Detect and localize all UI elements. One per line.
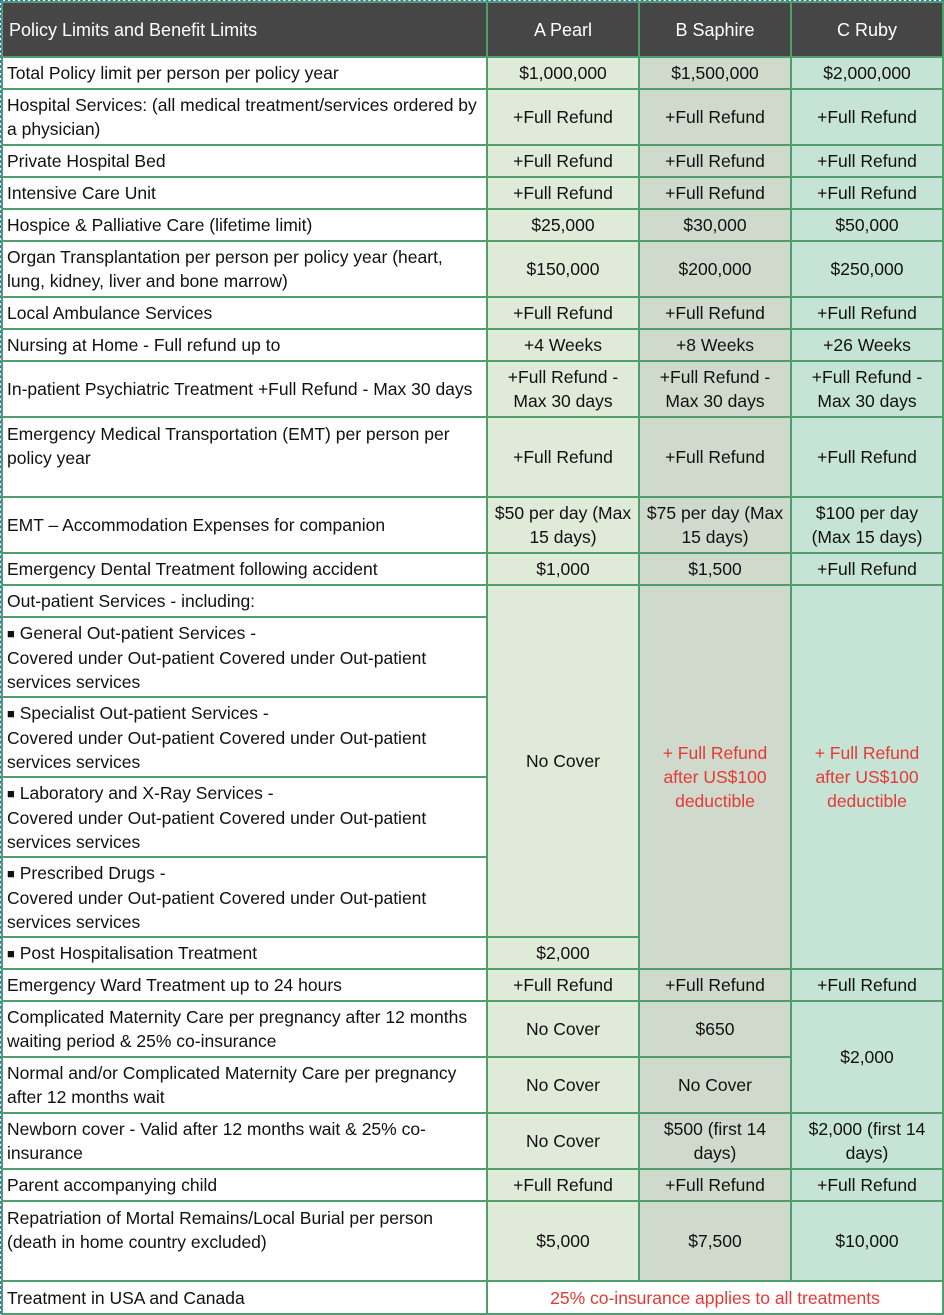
table-row xyxy=(2,297,943,329)
plan-a-value: No Cover xyxy=(487,1057,639,1113)
row-label: Complicated Maternity Care per pregnancy after 12 months waiting period & 25% co-insurance xyxy=(2,1001,487,1057)
row-label: Hospital Services: (all medical treatment/services ordered by a physician) xyxy=(2,89,487,145)
plan-b-value: +Full Refund xyxy=(639,89,791,145)
table-row xyxy=(2,1113,943,1169)
row-label: Parent accompanying child xyxy=(2,1169,487,1201)
plan-b-value: $30,000 xyxy=(639,209,791,241)
plan-a-value: $50 per day (Max 15 days) xyxy=(487,497,639,553)
row-label: Normal and/or Complicated Maternity Care per pregnancy after 12 months wait xyxy=(2,1057,487,1113)
plan-b-value: +Full Refund xyxy=(639,145,791,177)
plan-a-value: +Full Refund - Max 30 days xyxy=(487,361,639,417)
plan-a-value: +Full Refund xyxy=(487,297,639,329)
usa-canada-value: 25% co-insurance applies to all treatments xyxy=(487,1281,943,1314)
outpatient-item-detail: Covered under Out-patient Covered under Out-patient services services xyxy=(7,887,427,932)
row-label: Organ Transplantation per person per policy year (heart, lung, kidney, liver and bone marrow) xyxy=(2,241,487,297)
bullet-icon: ■ xyxy=(7,625,15,641)
plan-c-value: $2,000 (first 14 days) xyxy=(791,1113,943,1169)
bullet-icon: ■ xyxy=(7,705,15,721)
table-row xyxy=(2,177,943,209)
plan-c-value: +Full Refund xyxy=(791,553,943,585)
plan-c-value: +26 Weeks xyxy=(791,329,943,361)
table-row xyxy=(2,417,943,497)
plan-c-value: +Full Refund xyxy=(791,177,943,209)
row-label: Hospice & Palliative Care (lifetime limit) xyxy=(2,209,487,241)
table-row xyxy=(2,1281,943,1314)
plan-c-value: $2,000,000 xyxy=(791,57,943,89)
plan-b-value: +Full Refund xyxy=(639,1169,791,1201)
plan-a-value: No Cover xyxy=(487,1113,639,1169)
row-label: Emergency Dental Treatment following accident xyxy=(2,553,487,585)
plan-b-value: +Full Refund - Max 30 days xyxy=(639,361,791,417)
plan-a-outpatient-value: No Cover xyxy=(487,585,639,937)
plan-b-value: +8 Weeks xyxy=(639,329,791,361)
plan-a-header: A Pearl xyxy=(487,2,639,57)
plan-c-maternity-value: $2,000 xyxy=(791,1001,943,1113)
post-hosp-label xyxy=(2,937,487,969)
table-row xyxy=(2,329,943,361)
outpatient-item-detail: Covered under Out-patient Covered under Out-patient services services xyxy=(7,647,427,692)
plan-b-value: No Cover xyxy=(639,1057,791,1113)
outpatient-item-detail: Covered under Out-patient Covered under Out-patient services services xyxy=(7,727,427,772)
row-label: In-patient Psychiatric Treatment +Full Refund - Max 30 days xyxy=(2,361,487,417)
benefits-table xyxy=(1,1,944,1315)
plan-a-value: $1,000 xyxy=(487,553,639,585)
row-label: Nursing at Home - Full refund up to xyxy=(2,329,487,361)
plan-b-header: B Saphire xyxy=(639,2,791,57)
table-row xyxy=(2,553,943,585)
plan-b-value: +Full Refund xyxy=(639,177,791,209)
bullet-icon: ■ xyxy=(7,945,15,961)
header-title: Policy Limits and Benefit Limits xyxy=(2,2,487,57)
row-label: Local Ambulance Services xyxy=(2,297,487,329)
plan-b-value: $500 (first 14 days) xyxy=(639,1113,791,1169)
table-row xyxy=(2,57,943,89)
bullet-icon: ■ xyxy=(7,865,15,881)
plan-b-value: $1,500,000 xyxy=(639,57,791,89)
plan-c-outpatient-value: + Full Refund after US$100 deductible xyxy=(791,585,943,969)
table-row xyxy=(2,145,943,177)
row-label: EMT – Accommodation Expenses for companion xyxy=(2,497,487,553)
post-hosp-text: Post Hospitalisation Treatment xyxy=(19,942,258,963)
row-label: Repatriation of Mortal Remains/Local Burial per person (death in home country excluded) xyxy=(2,1201,487,1281)
row-label: Intensive Care Unit xyxy=(2,177,487,209)
plan-b-value: +Full Refund xyxy=(639,969,791,1001)
outpatient-item-title: General Out-patient Services - xyxy=(19,622,257,643)
table-row xyxy=(2,585,943,617)
plan-b-value: $200,000 xyxy=(639,241,791,297)
plan-a-value: +Full Refund xyxy=(487,177,639,209)
row-label: Emergency Medical Transportation (EMT) per person per policy year xyxy=(2,417,487,497)
row-label: Emergency Ward Treatment up to 24 hours xyxy=(2,969,487,1001)
table-row xyxy=(2,241,943,297)
plan-a-value: $1,000,000 xyxy=(487,57,639,89)
plan-c-value: $100 per day (Max 15 days) xyxy=(791,497,943,553)
outpatient-item xyxy=(2,617,487,697)
plan-b-value: $650 xyxy=(639,1001,791,1057)
plan-c-header: C Ruby xyxy=(791,2,943,57)
plan-c-value: +Full Refund xyxy=(791,417,943,497)
outpatient-item xyxy=(2,697,487,777)
row-label: Total Policy limit per person per policy year xyxy=(2,57,487,89)
row-label: Newborn cover - Valid after 12 months wait & 25% co-insurance xyxy=(2,1113,487,1169)
plan-a-value: +4 Weeks xyxy=(487,329,639,361)
plan-c-value: $10,000 xyxy=(791,1201,943,1281)
table-row xyxy=(2,1001,943,1057)
plan-c-value: +Full Refund xyxy=(791,145,943,177)
plan-c-value: +Full Refund xyxy=(791,969,943,1001)
table-row xyxy=(2,89,943,145)
plan-a-value: +Full Refund xyxy=(487,145,639,177)
plan-a-value: $25,000 xyxy=(487,209,639,241)
plan-b-value: $75 per day (Max 15 days) xyxy=(639,497,791,553)
plan-c-value: +Full Refund xyxy=(791,89,943,145)
plan-c-value: $250,000 xyxy=(791,241,943,297)
plan-c-value: +Full Refund xyxy=(791,297,943,329)
table-row xyxy=(2,1169,943,1201)
plan-a-value: +Full Refund xyxy=(487,1169,639,1201)
plan-a-value: +Full Refund xyxy=(487,969,639,1001)
plan-a-value: +Full Refund xyxy=(487,417,639,497)
table-row xyxy=(2,209,943,241)
bullet-icon: ■ xyxy=(7,785,15,801)
plan-a-value: $5,000 xyxy=(487,1201,639,1281)
plan-c-value: +Full Refund - Max 30 days xyxy=(791,361,943,417)
plan-a-value: $2,000 xyxy=(487,937,639,969)
table-row xyxy=(2,1201,943,1281)
plan-b-value: $7,500 xyxy=(639,1201,791,1281)
header-row xyxy=(2,2,943,57)
plan-a-value: +Full Refund xyxy=(487,89,639,145)
outpatient-item-detail: Covered under Out-patient Covered under Out-patient services services xyxy=(7,807,427,852)
plan-c-value: $50,000 xyxy=(791,209,943,241)
table-row xyxy=(2,361,943,417)
row-label: Treatment in USA and Canada xyxy=(2,1281,487,1314)
outpatient-item xyxy=(2,857,487,937)
outpatient-item-title: Prescribed Drugs - xyxy=(19,862,166,883)
outpatient-item xyxy=(2,777,487,857)
row-label: Private Hospital Bed xyxy=(2,145,487,177)
outpatient-item-title: Laboratory and X-Ray Services - xyxy=(19,782,274,803)
plan-b-value: $1,500 xyxy=(639,553,791,585)
plan-c-value: +Full Refund xyxy=(791,1169,943,1201)
plan-b-outpatient-value: + Full Refund after US$100 deductible xyxy=(639,585,791,969)
table-row xyxy=(2,497,943,553)
outpatient-item-title: Specialist Out-patient Services - xyxy=(19,702,269,723)
plan-b-value: +Full Refund xyxy=(639,417,791,497)
plan-a-value: $150,000 xyxy=(487,241,639,297)
plan-a-value: No Cover xyxy=(487,1001,639,1057)
table-row xyxy=(2,969,943,1001)
plan-b-value: +Full Refund xyxy=(639,297,791,329)
outpatient-header: Out-patient Services - including: xyxy=(2,585,487,617)
